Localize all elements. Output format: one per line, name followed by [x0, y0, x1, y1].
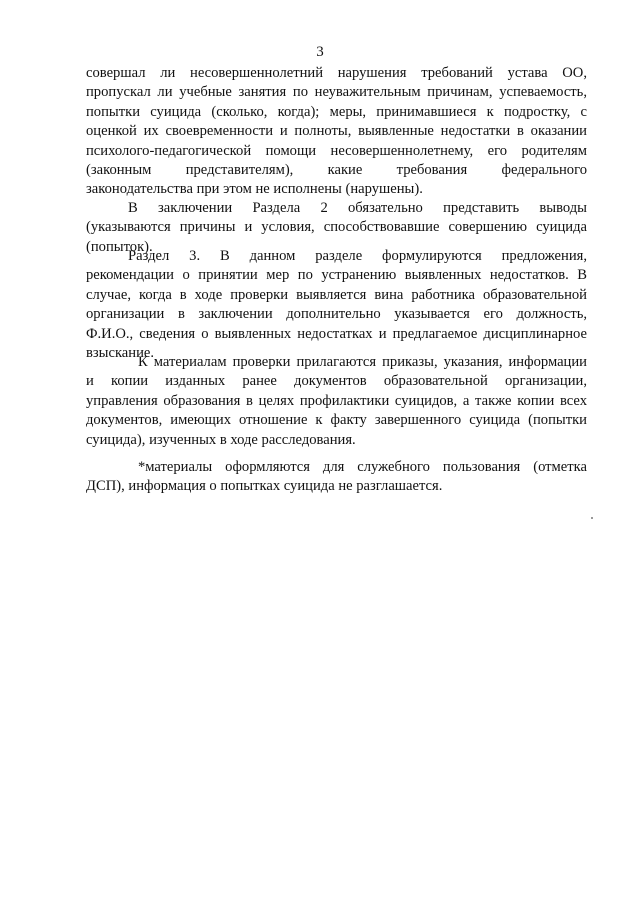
text-line: (указываются причины и условия, способствовавшие совершению суицида	[86, 219, 587, 236]
text-line: организации в заключении дополнительно указывается его должность,	[86, 306, 587, 323]
text-line: (законным представителям), какие требования федерального	[86, 162, 587, 179]
scan-speck	[591, 517, 593, 519]
paragraph-attachments	[86, 353, 587, 450]
text-line: психолого-педагогической помощи несовершеннолетнему, его родителям	[86, 142, 587, 159]
text-line: К материалам проверки прилагаются приказы, указания, информации	[138, 354, 587, 370]
text-line: В заключении Раздела 2 обязательно представить выводы	[128, 200, 587, 216]
paragraph-section3	[86, 247, 587, 363]
footnote	[86, 458, 587, 497]
text-line: рекомендации о принятии мер по устранению выявленных недостатков. В	[86, 267, 587, 284]
text-line: совершал ли несовершеннолетний нарушения требований устава ОО,	[86, 65, 587, 81]
text-line: Ф.И.О., сведения о выявленных недостатках и предлагаемое дисциплинарное	[86, 325, 587, 342]
text-line: и копии изданных ранее документов образовательной организации,	[86, 373, 587, 390]
text-line: оценкой их своевременности и полноты, выявленные недостатки в оказании	[86, 123, 587, 140]
text-line: случае, когда в ходе проверки выявляется вина работника образовательной	[86, 286, 587, 303]
text-line: законодательства при этом не исполнены (нарушены).	[86, 181, 423, 198]
text-line: взыскание.	[86, 345, 155, 362]
text-line: Раздел 3. В данном разделе формулируются предложения,	[128, 248, 587, 264]
text-line: управления образования в целях профилактики суицидов, а также копии всех	[86, 392, 587, 409]
page-number: 3	[316, 44, 324, 60]
text-line: пропускал ли учебные занятия по неуважительным причинам, успеваемость,	[86, 84, 587, 101]
text-line: попытки суицида (сколько, когда); меры, принимавшиеся к подростку, с	[86, 103, 587, 120]
text-line: суицида), изученных в ходе расследования.	[86, 431, 356, 448]
text-line: ДСП), информация о попытках суицида не разглашается.	[86, 478, 443, 495]
text-line: (попыток).	[86, 238, 153, 255]
paragraph-continuation	[86, 64, 587, 200]
text-line: документов, имеющих отношение к факту завершенного суицида (попытки	[86, 412, 587, 429]
text-line: *материалы оформляются для служебного пользования (отметка	[138, 459, 587, 475]
